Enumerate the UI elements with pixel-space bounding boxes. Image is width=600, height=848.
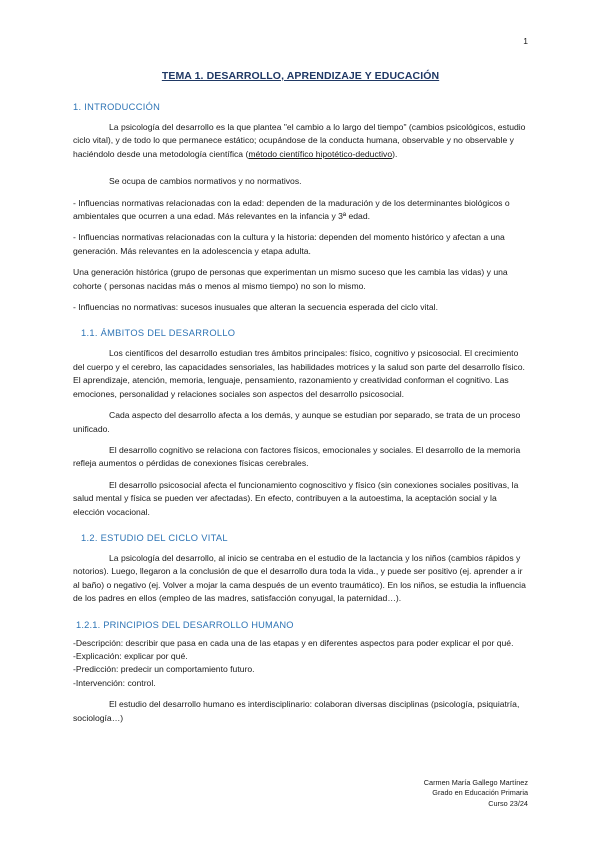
- list-item-descripcion: -Descripción: describir que pasa en cada una de las etapas y en diferentes aspectos para poder explicar el por qué.: [73, 637, 514, 648]
- paragraph-interdisciplinario: El estudio del desarrollo humano es interdisciplinario: colaboran diversas disciplinas (psicología, psiquiatría, sociología…): [73, 699, 520, 723]
- paragraph-influencias-edad: - Influencias normativas relacionadas con la edad: dependen de la maduración y de los determinantes biológicos o ambientales que ocurren a una edad. Más relevantes en la infancia y 3ª edad.: [73, 197, 510, 222]
- paragraph-influencias-cultura: - Influencias normativas relacionadas con la cultura y la historia: dependen del momento histórico y afectan a una generación. Más relevantes en la adolescencia y etapa adulta.: [73, 232, 505, 256]
- paragraph-generacion: Una generación histórica (grupo de personas que experimentan un mismo suceso que les cambia las vidas) y una cohorte ( personas nacidas más o menos al mismo tiempo) no son lo mismo.: [73, 267, 508, 291]
- paragraph-intro: [73, 121, 528, 161]
- intro-text-end: ).: [392, 148, 398, 159]
- paragraph-ciclo-vital: La psicología del desarrollo, al inicio se centraba en el estudio de la lactancia y los niños (cambios rápidos y notorios). Luego, llegaron a la conclusión de que el desarrollo dura toda la vida., y puede ser positivo (ej. aprender a ir al baño) o negativo (ej. Volver a mojar la cama después de un evento traumático). En los niños, se estudia la influencia de los padres en ellos (empleo de las madres, satisfacción conyugal, la paternidad…).: [73, 552, 526, 604]
- section-heading-ambitos: 1.1. ÁMBITOS DEL DESARROLLO: [81, 328, 236, 339]
- author-name: Carmen María Gallego Martínez: [423, 778, 528, 787]
- document-body: [73, 70, 528, 733]
- author-signature: [424, 778, 528, 809]
- section-heading-principios: 1.2.1. PRINCIPIOS DEL DESARROLLO HUMANO: [76, 619, 294, 630]
- author-degree: Grado en Educación Primaria: [432, 788, 528, 798]
- page-number: 1: [523, 36, 528, 46]
- list-item-prediccion: -Predicción: predecir un comportamiento futuro.: [73, 664, 255, 675]
- list-item-intervencion: -Intervención: control.: [73, 677, 156, 688]
- paragraph-ambitos-1: Los científicos del desarrollo estudian tres ámbitos principales: físico, cognitivo y psicosocial. El crecimiento del cuerpo y el cerebro, las capacidades sensoriales, las habilidades motrices y la salud son parte del desarrollo físico. El aprendizaje, atención, memoria, lenguaje, pensamiento, razonamiento y creatividad conforman el cognitivo. Las emociones, personalidad y relaciones sociales son aspectos del desarrollo psicosocial.: [73, 348, 525, 399]
- author-course: Curso 23/24: [488, 798, 528, 808]
- paragraph-ambitos-4: El desarrollo psicosocial afecta el funcionamiento cognoscitivo y físico (sin conexiones sociales positivas, la salud mental y física se pueden ver afectadas). En efecto, contribuyen a la autoestima, la aceptación social y la elección vocacional.: [73, 479, 519, 517]
- paragraph-ambitos-3: El desarrollo cognitivo se relaciona con factores físicos, emocionales y sociales. El desarrollo de la memoria refleja aumentos o pérdidas de conexiones físicas cerebrales.: [73, 444, 521, 469]
- paragraph-cambios: Se ocupa de cambios normativos y no normativos.: [109, 176, 302, 187]
- metodo-cientifico-link: método científico hipotético-deductivo: [248, 148, 393, 159]
- page-title: TEMA 1. DESARROLLO, APRENDIZAJE Y EDUCACIÓN: [161, 70, 440, 82]
- list-item-explicacion: -Explicación: explicar por qué.: [73, 650, 188, 661]
- section-heading-ciclo-vital: 1.2. ESTUDIO DEL CICLO VITAL: [81, 532, 228, 543]
- paragraph-ambitos-2: Cada aspecto del desarrollo afecta a los demás, y aunque se estudian por separado, se trata de un proceso unificado.: [73, 410, 521, 434]
- intro-text: La psicología del desarrollo es la que plantea "el cambio a lo largo del tiempo" (cambios psicológicos, estudio ciclo vital), y de todo lo que permanece estático; ocupándose de la conducta humana, observable y no observable y haciéndolo desde una metodología científica (: [73, 122, 526, 159]
- section-heading-introduccion: 1. INTRODUCCIÓN: [73, 102, 161, 112]
- paragraph-no-normativas: - Influencias no normativas: sucesos inusuales que alteran la secuencia esperada del ciclo vital.: [73, 302, 438, 313]
